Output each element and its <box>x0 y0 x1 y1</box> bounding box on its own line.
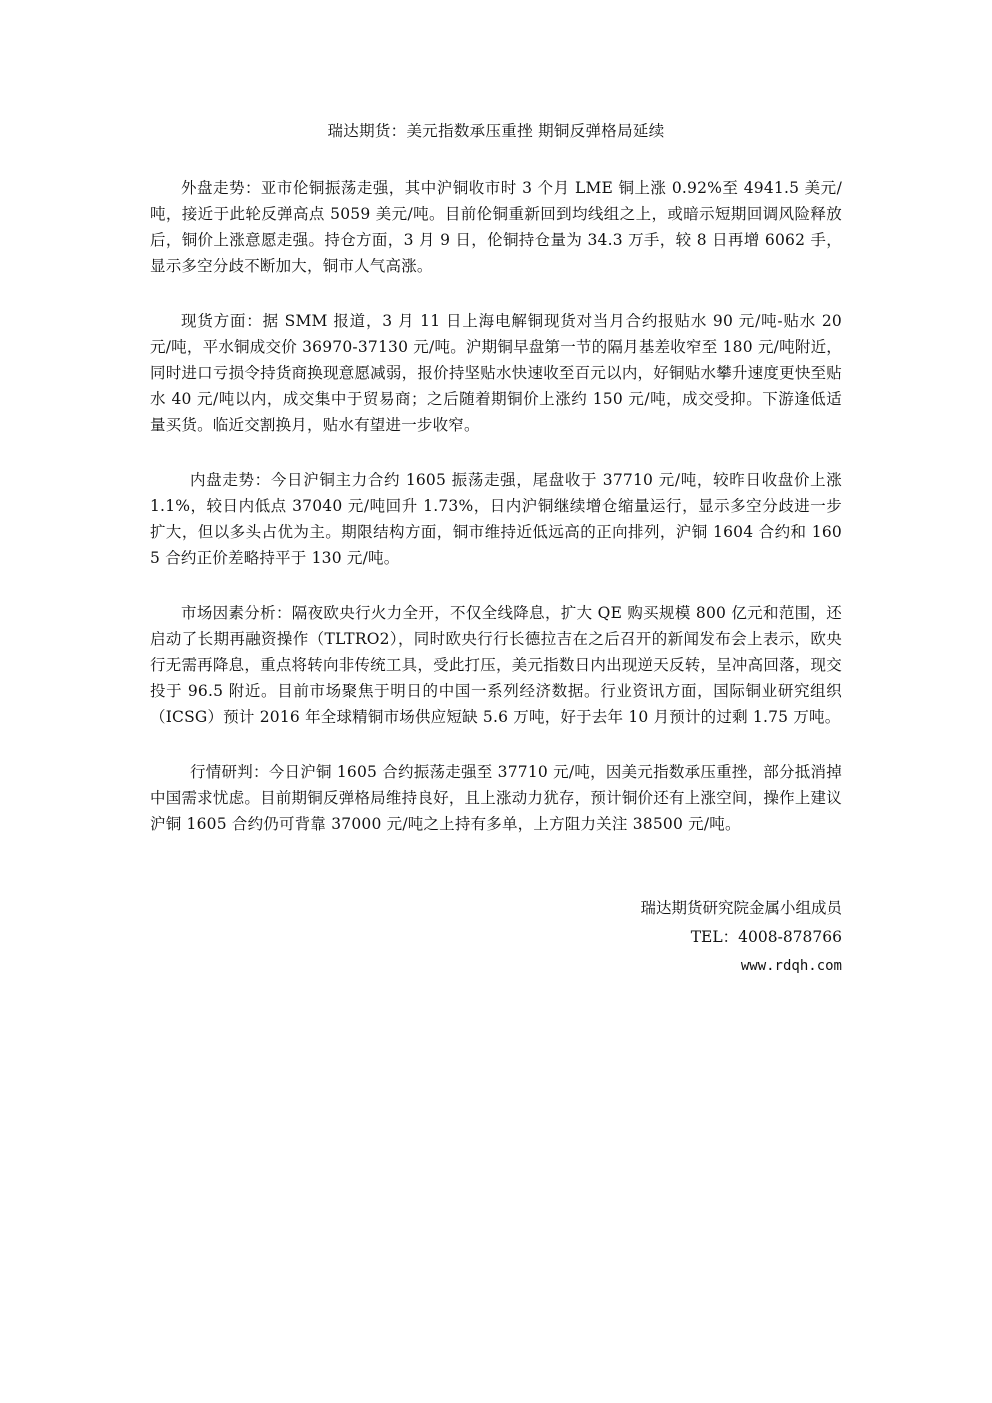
signature-website: www.rdqh.com <box>740 958 842 974</box>
document-body <box>150 175 842 866</box>
signature-block <box>442 894 842 981</box>
paragraph-spot-market: 现货方面：据 SMM 报道，3 月 11 日上海电解铜现货对当月合约报贴水 90 元/吨-贴水 20 元/吨，平水铜成交价 36970-37130 元/吨。沪期铜早盘第一节的隔月基差收窄至 180 元/吨附近，同时进口亏损令持货商换现意愿减弱，报价持坚贴水快速收至百元以内，好铜贴水攀升速度更快至贴水 40 元/吨以内，成交集中于贸易商；之后随着期铜价上涨约 150 元/吨，成交受抑。下游逢低适量买货。临近交割换月，贴水有望进一步收窄。 <box>150 312 842 434</box>
paragraph-domestic-market: 内盘走势：今日沪铜主力合约 1605 振荡走强，尾盘收于 37710 元/吨，较昨日收盘价上涨 1.1%，较日内低点 37040 元/吨回升 1.73%，日内沪铜继续增仓缩量运行，显示多空分歧进一步扩大，但以多头占优为主。期限结构方面，铜市维持近低远高的正向排列，沪铜 1604 合约和 1605 合约正价差略持平于 130 元/吨。 <box>150 471 842 567</box>
signature-org: 瑞达期货研究院金属小组成员 <box>640 899 842 917</box>
document-title: 瑞达期货：美元指数承压重挫 期铜反弹格局延续 <box>327 122 665 140</box>
paragraph-outlook: 行情研判：今日沪铜 1605 合约振荡走强至 37710 元/吨，因美元指数承压重挫，部分抵消掉中国需求忧虑。目前期铜反弹格局维持良好，且上涨动力犹存，预计铜价还有上涨空间，操作上建议沪铜 1605 合约仍可背靠 37000 元/吨之上持有多单，上方阻力关注 38500 元/吨。 <box>150 763 842 833</box>
paragraph-market-factors: 市场因素分析：隔夜欧央行火力全开，不仅全线降息，扩大 QE 购买规模 800 亿元和范围，还启动了长期再融资操作（TLTRO2），同时欧央行行长德拉吉在之后召开的新闻发布会上表示，欧央行无需再降息，重点将转向非传统工具，受此打压，美元指数日内出现逆天反转，呈冲高回落，现交投于 96.5 附近。目前市场聚焦于明日的中国一系列经济数据。行业资讯方面，国际铜业研究组织（ICSG）预计 2016 年全球精铜市场供应短缺 5.6 万吨，好于去年 10 月预计的过剩 1.75 万吨。 <box>150 604 842 726</box>
paragraph-overseas-market: 外盘走势：亚市伦铜振荡走强，其中沪铜收市时 3 个月 LME 铜上涨 0.92%至 4941.5 美元/吨，接近于此轮反弹高点 5059 美元/吨。目前伦铜重新回到均线组之上，或暗示短期回调风险释放后，铜价上涨意愿走强。持仓方面，3 月 9 日，伦铜持仓量为 34.3 万手，较 8 日再增 6062 手，显示多空分歧不断加大，铜市人气高涨。 <box>150 179 842 275</box>
signature-tel: TEL：4008-878766 <box>690 928 842 946</box>
